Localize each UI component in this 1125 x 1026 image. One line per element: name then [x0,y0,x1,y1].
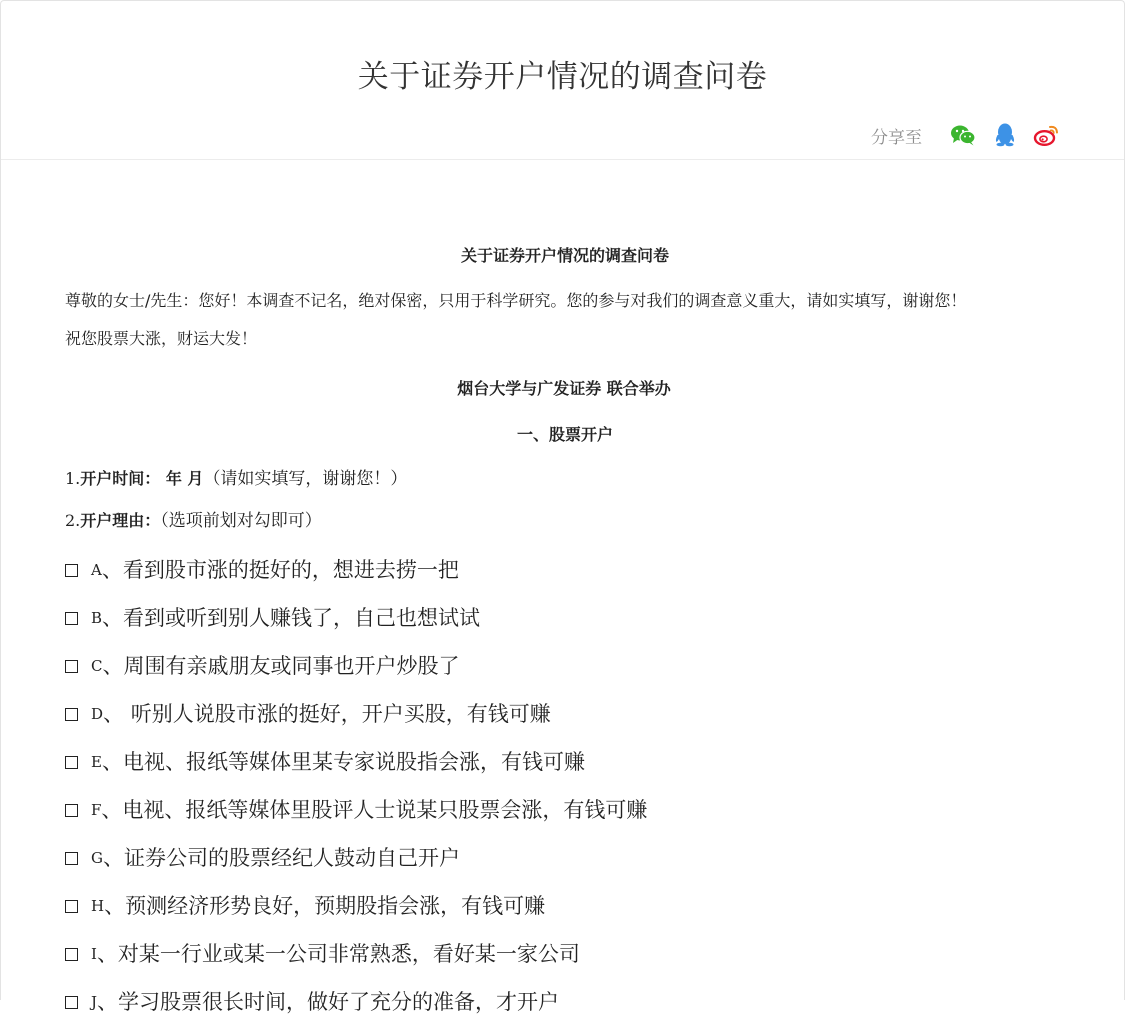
option-i[interactable] [65,930,1065,978]
checkbox-icon[interactable] [65,852,78,865]
question-2-label: 开户理由： [80,511,161,530]
option-letter: H [91,897,105,915]
question-2 [65,500,1065,542]
option-letter: D [91,705,104,723]
option-j[interactable] [65,978,1065,1026]
question-1-number: 1. [65,469,81,488]
option-c[interactable] [65,642,1065,690]
page-header [1,1,1124,160]
checkbox-icon[interactable] [65,564,78,577]
option-letter: G [91,849,103,867]
section-title [65,412,1065,458]
option-text: 、看到股市涨的挺好的，想进去捞一把 [101,558,459,582]
document-title: 关于证券开户情况的调查问卷 [460,246,669,265]
checkbox-icon[interactable] [65,612,78,625]
option-letter: F [91,801,102,819]
question-1-note: （请如实填写，谢谢您！） [203,469,408,489]
option-letter: C [91,657,103,675]
option-f[interactable] [65,786,1065,834]
option-text: 、 听别人说股市涨的挺好，开户买股，有钱可赚 [103,702,551,726]
wish-paragraph: 祝您股票大涨，财运大发！ [65,329,258,348]
question-1-label: 开户时间： [80,469,161,488]
option-letter: B [91,609,103,627]
organizer-line: 烟台大学与广发证券 联合举办 [457,379,671,398]
qq-icon[interactable] [990,121,1020,149]
option-text: 、预测经济形势良好，预期股指会涨，有钱可赚 [104,894,546,918]
wechat-icon[interactable] [948,121,978,149]
share-label: 分享至 [871,127,922,148]
option-letter: J [91,993,98,1011]
question-2-options [65,546,1065,1026]
intro-paragraph: 尊敬的女士/先生：您好！本调查不记名，绝对保密，只用于科学研究。您的参与对我们的调查意义重大，请如实填写，谢谢您！ [65,291,967,310]
option-b[interactable] [65,594,1065,642]
option-text: 、周围有亲戚朋友或同事也开户炒股了 [102,654,460,678]
question-2-number: 2. [65,511,81,530]
checkbox-icon[interactable] [65,996,78,1009]
option-text: 、证券公司的股票经纪人鼓动自己开户 [102,846,460,870]
section-title-text: 一、股票开户 [516,425,613,444]
option-text: 、看到或听到别人赚钱了，自己也想试试 [102,606,481,630]
option-h[interactable] [65,882,1065,930]
option-text: 、电视、报纸等媒体里某专家说股指会涨，有钱可赚 [101,750,585,774]
option-text: 、电视、报纸等媒体里股评人士说某只股票会涨，有钱可赚 [101,798,648,822]
option-letter: E [91,753,102,771]
question-1 [65,458,1065,500]
checkbox-icon[interactable] [65,708,78,721]
question-1-blank[interactable]: 年 月 [160,469,204,488]
page-title: 关于证券开户情况的调查问卷 [357,59,768,95]
option-d[interactable] [65,690,1065,738]
option-a[interactable] [65,546,1065,594]
option-text: 、对某一行业或某一公司非常熟悉，看好某一家公司 [96,942,580,966]
survey-content [65,237,1065,1026]
option-letter: A [91,561,102,579]
checkbox-icon[interactable] [65,660,78,673]
option-g[interactable] [65,834,1065,882]
weibo-icon[interactable] [1032,121,1062,149]
question-2-note: （选项前划对勾即可） [160,511,322,531]
checkbox-icon[interactable] [65,900,78,913]
option-text: 、学习股票很长时间，做好了充分的准备，才开户 [97,990,560,1014]
checkbox-icon[interactable] [65,948,78,961]
option-letter: I [91,945,97,963]
option-e[interactable] [65,738,1065,786]
share-bar [871,121,1062,149]
checkbox-icon[interactable] [65,804,78,817]
checkbox-icon[interactable] [65,756,78,769]
